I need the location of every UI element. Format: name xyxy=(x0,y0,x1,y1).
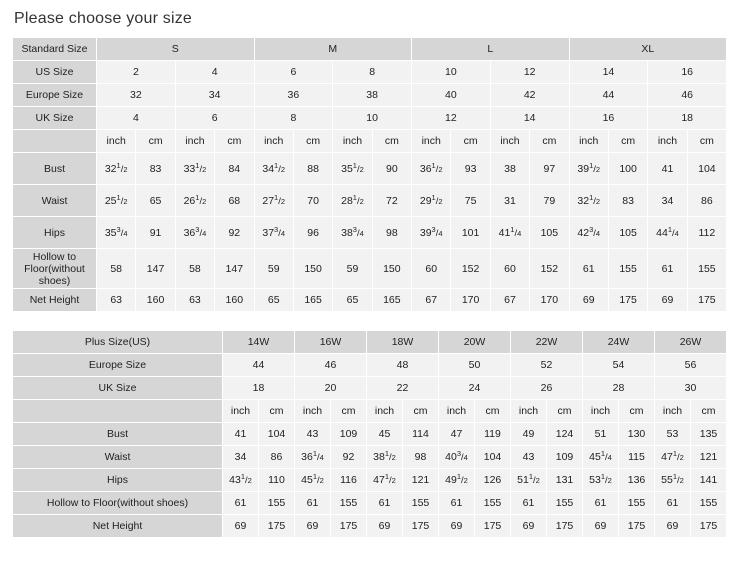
table-cell: 114 xyxy=(403,423,439,446)
table-cell: 104 xyxy=(687,153,726,185)
table-cell: 69 xyxy=(439,515,475,538)
table-cell: 58 xyxy=(175,249,214,289)
row-header-bust: Bust xyxy=(13,153,97,185)
table-cell: $26^1/2$ xyxy=(175,185,214,217)
table-cell: 10 xyxy=(412,61,491,84)
table-cell: $39^1/2$ xyxy=(569,153,608,185)
table-cell: 14 xyxy=(569,61,648,84)
row-header-bust: Bust xyxy=(13,423,223,446)
unit-cell: inch xyxy=(439,400,475,423)
table-cell: 86 xyxy=(259,446,295,469)
row-header-hollow-to-floor: Hollow to Floor(without shoes) xyxy=(13,249,97,289)
table-cell: 90 xyxy=(372,153,411,185)
table-cell: $28^1/2$ xyxy=(333,185,372,217)
unit-cell: cm xyxy=(687,130,726,153)
table-cell: 2 xyxy=(97,61,176,84)
size-group-l: L xyxy=(412,38,570,61)
table-cell: 48 xyxy=(367,354,439,377)
table-cell: 41 xyxy=(648,153,687,185)
table-cell: 86 xyxy=(687,185,726,217)
table-cell: $41^1/4$ xyxy=(490,217,529,249)
table-cell: 170 xyxy=(451,289,490,312)
table-cell: 12 xyxy=(490,61,569,84)
table-cell: 119 xyxy=(475,423,511,446)
table-cell: 31 xyxy=(490,185,529,217)
table-cell: 51 xyxy=(583,423,619,446)
table-cell: 41 xyxy=(223,423,259,446)
table-cell: $51^1/2$ xyxy=(511,469,547,492)
table-cell: 121 xyxy=(403,469,439,492)
table-cell: 61 xyxy=(648,249,687,289)
table-cell: 4 xyxy=(97,107,176,130)
table-cell: 46 xyxy=(295,354,367,377)
table-row-hips xyxy=(13,469,727,492)
table-cell: $27^1/2$ xyxy=(254,185,293,217)
table-row-units xyxy=(13,400,727,423)
size-group-m: M xyxy=(254,38,412,61)
table-cell: 34 xyxy=(223,446,259,469)
table-cell: 101 xyxy=(451,217,490,249)
table-cell: 44 xyxy=(223,354,295,377)
unit-cell: inch xyxy=(569,130,608,153)
unit-cell: inch xyxy=(223,400,259,423)
unit-cell: cm xyxy=(608,130,647,153)
unit-cell: cm xyxy=(215,130,254,153)
row-header-hips: Hips xyxy=(13,469,223,492)
table-cell: 79 xyxy=(530,185,569,217)
table-cell: 72 xyxy=(372,185,411,217)
table-cell: $29^1/2$ xyxy=(412,185,451,217)
size-group-xl: XL xyxy=(569,38,727,61)
table-cell: 175 xyxy=(259,515,295,538)
table-cell: 104 xyxy=(259,423,295,446)
plus-size-14w: 14W xyxy=(223,331,295,354)
table-cell: 38 xyxy=(333,84,412,107)
unit-cell: inch xyxy=(295,400,331,423)
table-cell: 170 xyxy=(530,289,569,312)
table-cell: 14 xyxy=(490,107,569,130)
table-cell: 155 xyxy=(331,492,367,515)
table-cell: 155 xyxy=(619,492,655,515)
table-cell: 65 xyxy=(136,185,175,217)
table-cell: 38 xyxy=(490,153,529,185)
table-cell: $36^3/4$ xyxy=(175,217,214,249)
table-cell: $55^1/2$ xyxy=(655,469,691,492)
table-cell: $45^1/4$ xyxy=(583,446,619,469)
unit-cell: inch xyxy=(583,400,619,423)
table-cell: 69 xyxy=(295,515,331,538)
unit-cell: cm xyxy=(259,400,295,423)
table-cell: 84 xyxy=(215,153,254,185)
table-cell: $47^1/2$ xyxy=(367,469,403,492)
table-cell: 36 xyxy=(254,84,333,107)
table-cell: 109 xyxy=(331,423,367,446)
unit-cell: inch xyxy=(333,130,372,153)
table-cell: 109 xyxy=(547,446,583,469)
table-cell: 93 xyxy=(451,153,490,185)
table-cell: 70 xyxy=(293,185,332,217)
table-cell: 60 xyxy=(412,249,451,289)
table-cell: 6 xyxy=(175,107,254,130)
table-cell: 110 xyxy=(259,469,295,492)
table-cell: 141 xyxy=(691,469,727,492)
table-cell: 69 xyxy=(367,515,403,538)
table-cell: 54 xyxy=(583,354,655,377)
table-cell: $39^3/4$ xyxy=(412,217,451,249)
table-cell: 175 xyxy=(691,515,727,538)
plus-size-22w: 22W xyxy=(511,331,583,354)
unit-cell: inch xyxy=(490,130,529,153)
table-row-europe-size xyxy=(13,84,727,107)
table-cell: $38^1/2$ xyxy=(367,446,403,469)
table-cell: 69 xyxy=(223,515,259,538)
table-cell: 42 xyxy=(490,84,569,107)
table-cell: 147 xyxy=(215,249,254,289)
table-row-hollow-to-floor xyxy=(13,492,727,515)
table-cell: 24 xyxy=(439,377,511,400)
table-cell: 124 xyxy=(547,423,583,446)
table-cell: 155 xyxy=(687,249,726,289)
table-cell: 8 xyxy=(254,107,333,130)
row-header-units xyxy=(13,130,97,153)
table-cell: 61 xyxy=(439,492,475,515)
table-row-uk-size xyxy=(13,107,727,130)
row-header-hollow-to-floor: Hollow to Floor(without shoes) xyxy=(13,492,223,515)
table-cell: 53 xyxy=(655,423,691,446)
table-cell: $37^3/4$ xyxy=(254,217,293,249)
table-row-plus-size xyxy=(13,331,727,354)
table-row-standard-size xyxy=(13,38,727,61)
table-cell: $47^1/2$ xyxy=(655,446,691,469)
row-header-uk-size: UK Size xyxy=(13,107,97,130)
table-cell: $45^1/2$ xyxy=(295,469,331,492)
table-cell: 175 xyxy=(687,289,726,312)
table-cell: 45 xyxy=(367,423,403,446)
table-cell: 69 xyxy=(583,515,619,538)
table-row-net-height xyxy=(13,515,727,538)
table-cell: 43 xyxy=(295,423,331,446)
unit-cell: cm xyxy=(403,400,439,423)
table-cell: 96 xyxy=(293,217,332,249)
table-cell: 175 xyxy=(331,515,367,538)
unit-cell: inch xyxy=(648,130,687,153)
plus-size-20w: 20W xyxy=(439,331,511,354)
page-title: Please choose your size xyxy=(14,10,193,27)
table-cell: $35^3/4$ xyxy=(97,217,136,249)
table-cell: 16 xyxy=(648,61,727,84)
table-cell: 20 xyxy=(295,377,367,400)
table-cell: 28 xyxy=(583,377,655,400)
table-cell: 65 xyxy=(254,289,293,312)
table-row-us-size xyxy=(13,61,727,84)
table-cell: 50 xyxy=(439,354,511,377)
table-cell: 105 xyxy=(530,217,569,249)
table-cell: 69 xyxy=(648,289,687,312)
table-cell: 100 xyxy=(608,153,647,185)
table-cell: 61 xyxy=(223,492,259,515)
table-cell: 175 xyxy=(619,515,655,538)
table-cell: 18 xyxy=(648,107,727,130)
table-cell: 175 xyxy=(547,515,583,538)
table-cell: 160 xyxy=(215,289,254,312)
table-cell: 155 xyxy=(403,492,439,515)
table-cell: 98 xyxy=(403,446,439,469)
table-row-uk-size xyxy=(13,377,727,400)
plus-size-24w: 24W xyxy=(583,331,655,354)
table-cell: 69 xyxy=(569,289,608,312)
table-cell: 98 xyxy=(372,217,411,249)
table-cell: 61 xyxy=(569,249,608,289)
table-cell: 155 xyxy=(475,492,511,515)
table-row-hips xyxy=(13,217,727,249)
table-cell: 61 xyxy=(367,492,403,515)
table-cell: 61 xyxy=(295,492,331,515)
table-cell: 61 xyxy=(511,492,547,515)
table-cell: 43 xyxy=(511,446,547,469)
table-cell: 112 xyxy=(687,217,726,249)
table-cell: 165 xyxy=(293,289,332,312)
table-cell: 104 xyxy=(475,446,511,469)
table-row-europe-size xyxy=(13,354,727,377)
table-row-bust xyxy=(13,153,727,185)
unit-cell: inch xyxy=(367,400,403,423)
table-cell: 47 xyxy=(439,423,475,446)
table-cell: 116 xyxy=(331,469,367,492)
row-header-uk-size: UK Size xyxy=(13,377,223,400)
table-cell: 152 xyxy=(451,249,490,289)
table-cell: 52 xyxy=(511,354,583,377)
table-cell: $43^1/2$ xyxy=(223,469,259,492)
standard-size-table xyxy=(12,37,727,312)
plus-size-16w: 16W xyxy=(295,331,367,354)
table-cell: 88 xyxy=(293,153,332,185)
table-cell: $42^3/4$ xyxy=(569,217,608,249)
plus-size-table xyxy=(12,330,727,538)
table-cell: 83 xyxy=(608,185,647,217)
row-header-units xyxy=(13,400,223,423)
table-cell: 49 xyxy=(511,423,547,446)
table-cell: 60 xyxy=(490,249,529,289)
plus-size-18w: 18W xyxy=(367,331,439,354)
row-header-waist: Waist xyxy=(13,446,223,469)
table-cell: 18 xyxy=(223,377,295,400)
unit-cell: cm xyxy=(451,130,490,153)
table-cell: 8 xyxy=(333,61,412,84)
unit-cell: cm xyxy=(372,130,411,153)
table-cell: 59 xyxy=(254,249,293,289)
table-cell: 150 xyxy=(293,249,332,289)
unit-cell: cm xyxy=(530,130,569,153)
table-cell: 160 xyxy=(136,289,175,312)
table-cell: 56 xyxy=(655,354,727,377)
row-header-europe-size: Europe Size xyxy=(13,354,223,377)
table-cell: 26 xyxy=(511,377,583,400)
table-cell: 32 xyxy=(97,84,176,107)
unit-cell: inch xyxy=(511,400,547,423)
table-cell: $25^1/2$ xyxy=(97,185,136,217)
table-cell: 6 xyxy=(254,61,333,84)
table-cell: 63 xyxy=(97,289,136,312)
table-cell: 58 xyxy=(97,249,136,289)
table-cell: 63 xyxy=(175,289,214,312)
table-cell: 126 xyxy=(475,469,511,492)
table-cell: 97 xyxy=(530,153,569,185)
unit-cell: cm xyxy=(136,130,175,153)
table-cell: 69 xyxy=(655,515,691,538)
table-cell: 136 xyxy=(619,469,655,492)
table-cell: $36^1/2$ xyxy=(412,153,451,185)
table-cell: 44 xyxy=(569,84,648,107)
unit-cell: inch xyxy=(412,130,451,153)
table-cell: 175 xyxy=(475,515,511,538)
row-header-waist: Waist xyxy=(13,185,97,217)
table-cell: 155 xyxy=(608,249,647,289)
table-cell: 135 xyxy=(691,423,727,446)
table-row-bust xyxy=(13,423,727,446)
table-cell: 4 xyxy=(175,61,254,84)
table-cell: 22 xyxy=(367,377,439,400)
table-cell: 61 xyxy=(655,492,691,515)
table-cell: 175 xyxy=(608,289,647,312)
table-cell: $33^1/2$ xyxy=(175,153,214,185)
table-cell: $35^1/2$ xyxy=(333,153,372,185)
table-row-hollow-to-floor xyxy=(13,249,727,289)
table-cell: $44^1/4$ xyxy=(648,217,687,249)
table-cell: 12 xyxy=(412,107,491,130)
table-cell: $38^3/4$ xyxy=(333,217,372,249)
unit-cell: cm xyxy=(547,400,583,423)
table-cell: 67 xyxy=(490,289,529,312)
table-cell: 92 xyxy=(331,446,367,469)
unit-cell: cm xyxy=(331,400,367,423)
table-cell: 155 xyxy=(547,492,583,515)
table-cell: 165 xyxy=(372,289,411,312)
table-cell: 16 xyxy=(569,107,648,130)
table-cell: 155 xyxy=(259,492,295,515)
table-cell: 175 xyxy=(403,515,439,538)
table-cell: 46 xyxy=(648,84,727,107)
unit-cell: cm xyxy=(293,130,332,153)
table-cell: $32^1/2$ xyxy=(97,153,136,185)
table-cell: 61 xyxy=(583,492,619,515)
table-cell: 130 xyxy=(619,423,655,446)
unit-cell: cm xyxy=(691,400,727,423)
row-header-hips: Hips xyxy=(13,217,97,249)
unit-cell: cm xyxy=(475,400,511,423)
table-cell: 68 xyxy=(215,185,254,217)
table-cell: 67 xyxy=(412,289,451,312)
table-spacer xyxy=(12,312,726,330)
table-cell: 75 xyxy=(451,185,490,217)
table-row-units xyxy=(13,130,727,153)
unit-cell: cm xyxy=(619,400,655,423)
table-cell: 131 xyxy=(547,469,583,492)
row-header-us-size: US Size xyxy=(13,61,97,84)
table-row-waist xyxy=(13,185,727,217)
unit-cell: inch xyxy=(655,400,691,423)
table-cell: 59 xyxy=(333,249,372,289)
table-cell: $34^1/2$ xyxy=(254,153,293,185)
plus-size-26w: 26W xyxy=(655,331,727,354)
unit-cell: inch xyxy=(175,130,214,153)
table-cell: 92 xyxy=(215,217,254,249)
table-cell: 34 xyxy=(175,84,254,107)
row-header-europe-size: Europe Size xyxy=(13,84,97,107)
unit-cell: inch xyxy=(254,130,293,153)
unit-cell: inch xyxy=(97,130,136,153)
table-cell: $49^1/2$ xyxy=(439,469,475,492)
table-row-waist xyxy=(13,446,727,469)
table-cell: 83 xyxy=(136,153,175,185)
table-cell: $32^1/2$ xyxy=(569,185,608,217)
table-cell: 155 xyxy=(691,492,727,515)
table-cell: 121 xyxy=(691,446,727,469)
table-cell: 147 xyxy=(136,249,175,289)
table-cell: 40 xyxy=(412,84,491,107)
table-cell: 65 xyxy=(333,289,372,312)
table-cell: 105 xyxy=(608,217,647,249)
table-cell: 30 xyxy=(655,377,727,400)
table-cell: $36^1/4$ xyxy=(295,446,331,469)
row-header-net-height: Net Height xyxy=(13,289,97,312)
row-header-net-height: Net Height xyxy=(13,515,223,538)
table-cell: 150 xyxy=(372,249,411,289)
table-cell: 91 xyxy=(136,217,175,249)
size-group-s: S xyxy=(97,38,255,61)
row-header-plus-size: Plus Size(US) xyxy=(13,331,223,354)
table-cell: 10 xyxy=(333,107,412,130)
row-header-standard-size: Standard Size xyxy=(13,38,97,61)
table-cell: 69 xyxy=(511,515,547,538)
table-cell: 34 xyxy=(648,185,687,217)
table-row-net-height xyxy=(13,289,727,312)
table-cell: 152 xyxy=(530,249,569,289)
table-cell: $40^3/4$ xyxy=(439,446,475,469)
table-cell: $53^1/2$ xyxy=(583,469,619,492)
table-cell: 115 xyxy=(619,446,655,469)
